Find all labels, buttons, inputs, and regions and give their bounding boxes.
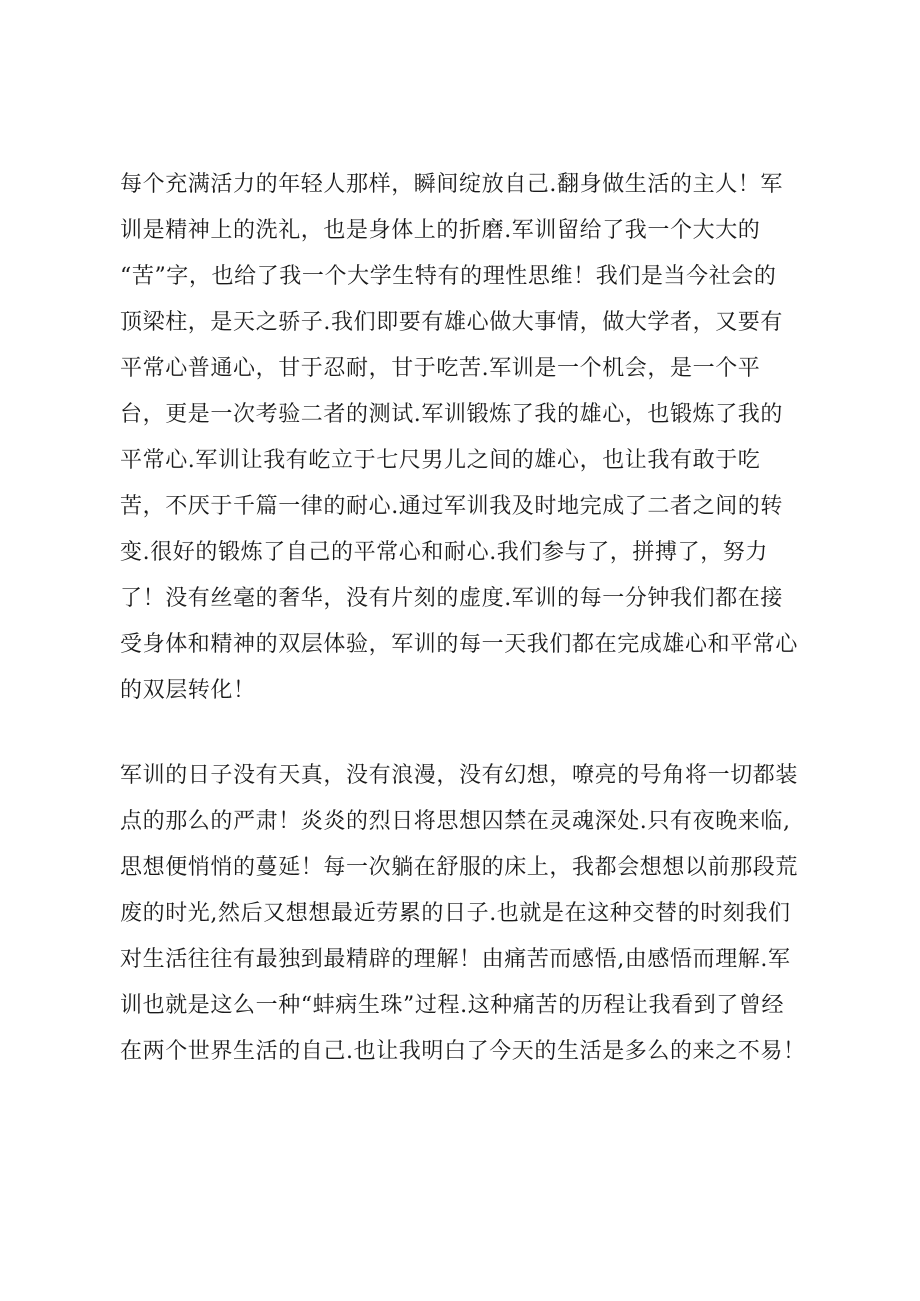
text-line: 在两个世界生活的自己.也让我明白了今天的生活是多么的来之不易！ <box>120 1039 806 1064</box>
paragraph-2 <box>120 753 840 1075</box>
text-line: 每个充满活力的年轻人那样，瞬间绽放自己.翻身做生活的主人！军 <box>120 172 783 197</box>
text-line: 军训的日子没有天真，没有浪漫，没有幻想，嘹亮的号角将一切都装 <box>120 763 799 788</box>
text-line: 平常心普通心，甘于忍耐，甘于吃苦.军训是一个机会，是一个平 <box>120 356 761 381</box>
text-line: 的双层转化！ <box>120 678 256 703</box>
text-line: 对生活往往有最独到最精辟的理解！由痛苦而感悟,由感悟而理解.军 <box>120 947 791 972</box>
paragraph-1 <box>120 162 840 714</box>
text-line: 了！没有丝毫的奢华，没有片刻的虚度.军训的每一分钟我们都在接 <box>120 586 783 611</box>
text-line: 受身体和精神的双层体验，军训的每一天我们都在完成雄心和平常心 <box>120 632 799 657</box>
text-line: 苦，不厌于千篇一律的耐心.通过军训我及时地完成了二者之间的转 <box>120 494 783 519</box>
text-line: 训是精神上的洗礼，也是身体上的折磨.军训留给了我一个大大的 <box>120 218 761 243</box>
text-line: 训也就是这么一种“蚌病生珠”过程.这种痛苦的历程让我看到了曾经 <box>120 993 785 1018</box>
text-line: 台，更是一次考验二者的测试.军训锻炼了我的雄心，也锻炼了我的 <box>120 402 783 427</box>
text-line: 平常心.军训让我有屹立于七尺男儿之间的雄心，也让我有敢于吃 <box>120 448 761 473</box>
text-line: 思想便悄悄的蔓延！每一次躺在舒服的床上，我都会想想以前那段荒 <box>120 855 799 880</box>
text-line: 点的那么的严肃！炎炎的烈日将思想囚禁在灵魂深处.只有夜晚来临, <box>120 809 791 834</box>
text-line: “苦”字，也给了我一个大学生特有的理性思维！我们是当今社会的 <box>120 264 777 289</box>
text-line: 变.很好的锻炼了自己的平常心和耐心.我们参与了，拼搏了，努力 <box>120 540 768 565</box>
text-line: 废的时光,然后又想想最近劳累的日子.也就是在这种交替的时刻我们 <box>120 901 791 926</box>
text-line: 顶梁柱，是天之骄子.我们即要有雄心做大事情，做大学者，又要有 <box>120 310 783 335</box>
